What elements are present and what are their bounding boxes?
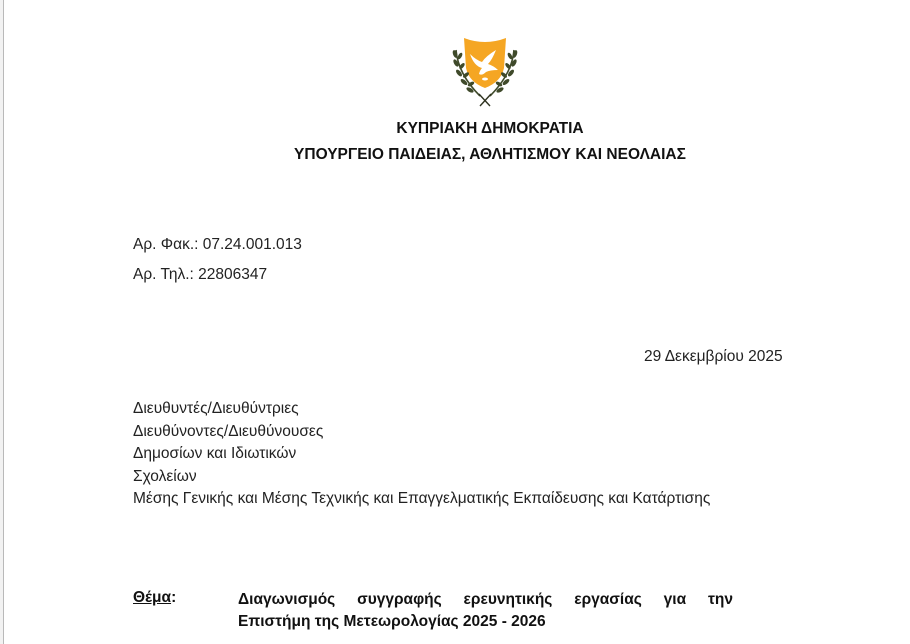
subject-line-2: Επιστήμη της Μετεωρολογίας 2025 - 2026 bbox=[238, 613, 546, 630]
subject-text bbox=[238, 589, 733, 633]
recipient-line: Σχολείων bbox=[133, 467, 197, 485]
cyprus-coat-of-arms-icon bbox=[446, 34, 524, 108]
phone-number: Αρ. Τηλ.: 22806347 bbox=[133, 266, 268, 283]
page-left-edge bbox=[0, 0, 4, 644]
subject-label bbox=[133, 589, 176, 607]
subject-label-text: Θέμα bbox=[133, 589, 172, 606]
header-ministry-title: ΥΠΟΥΡΓΕΙΟ ΠΑΙΔΕΙΑΣ, ΑΘΛΗΤΙΣΜΟΥ ΚΑΙ ΝΕΟΛΑΙΑΣ bbox=[294, 146, 686, 163]
recipients-block bbox=[133, 398, 710, 511]
recipient-line: Μέσης Γενικής και Μέσης Τεχνικής και Επαγγελματικής Εκπαίδευσης και Κατάρτισης bbox=[133, 490, 711, 507]
letter-date: 29 Δεκεμβρίου 2025 bbox=[644, 348, 783, 365]
recipient-line: Διευθυντές/Διευθύντριες bbox=[133, 400, 299, 417]
header-country-title: ΚΥΠΡΙΑΚΗ ΔΗΜΟΚΡΑΤΙΑ bbox=[396, 120, 584, 137]
file-reference-number: Αρ. Φακ.: 07.24.001.013 bbox=[133, 236, 302, 253]
subject-line-1: Διαγωνισμός συγγραφής ερευνητικής εργασίας για την bbox=[238, 591, 733, 608]
recipient-line: Δημοσίων και Ιδιωτικών bbox=[133, 445, 297, 462]
subject-label-colon: : bbox=[171, 589, 177, 606]
recipient-line: Διευθύνοντες/Διευθύνουσες bbox=[133, 422, 324, 440]
